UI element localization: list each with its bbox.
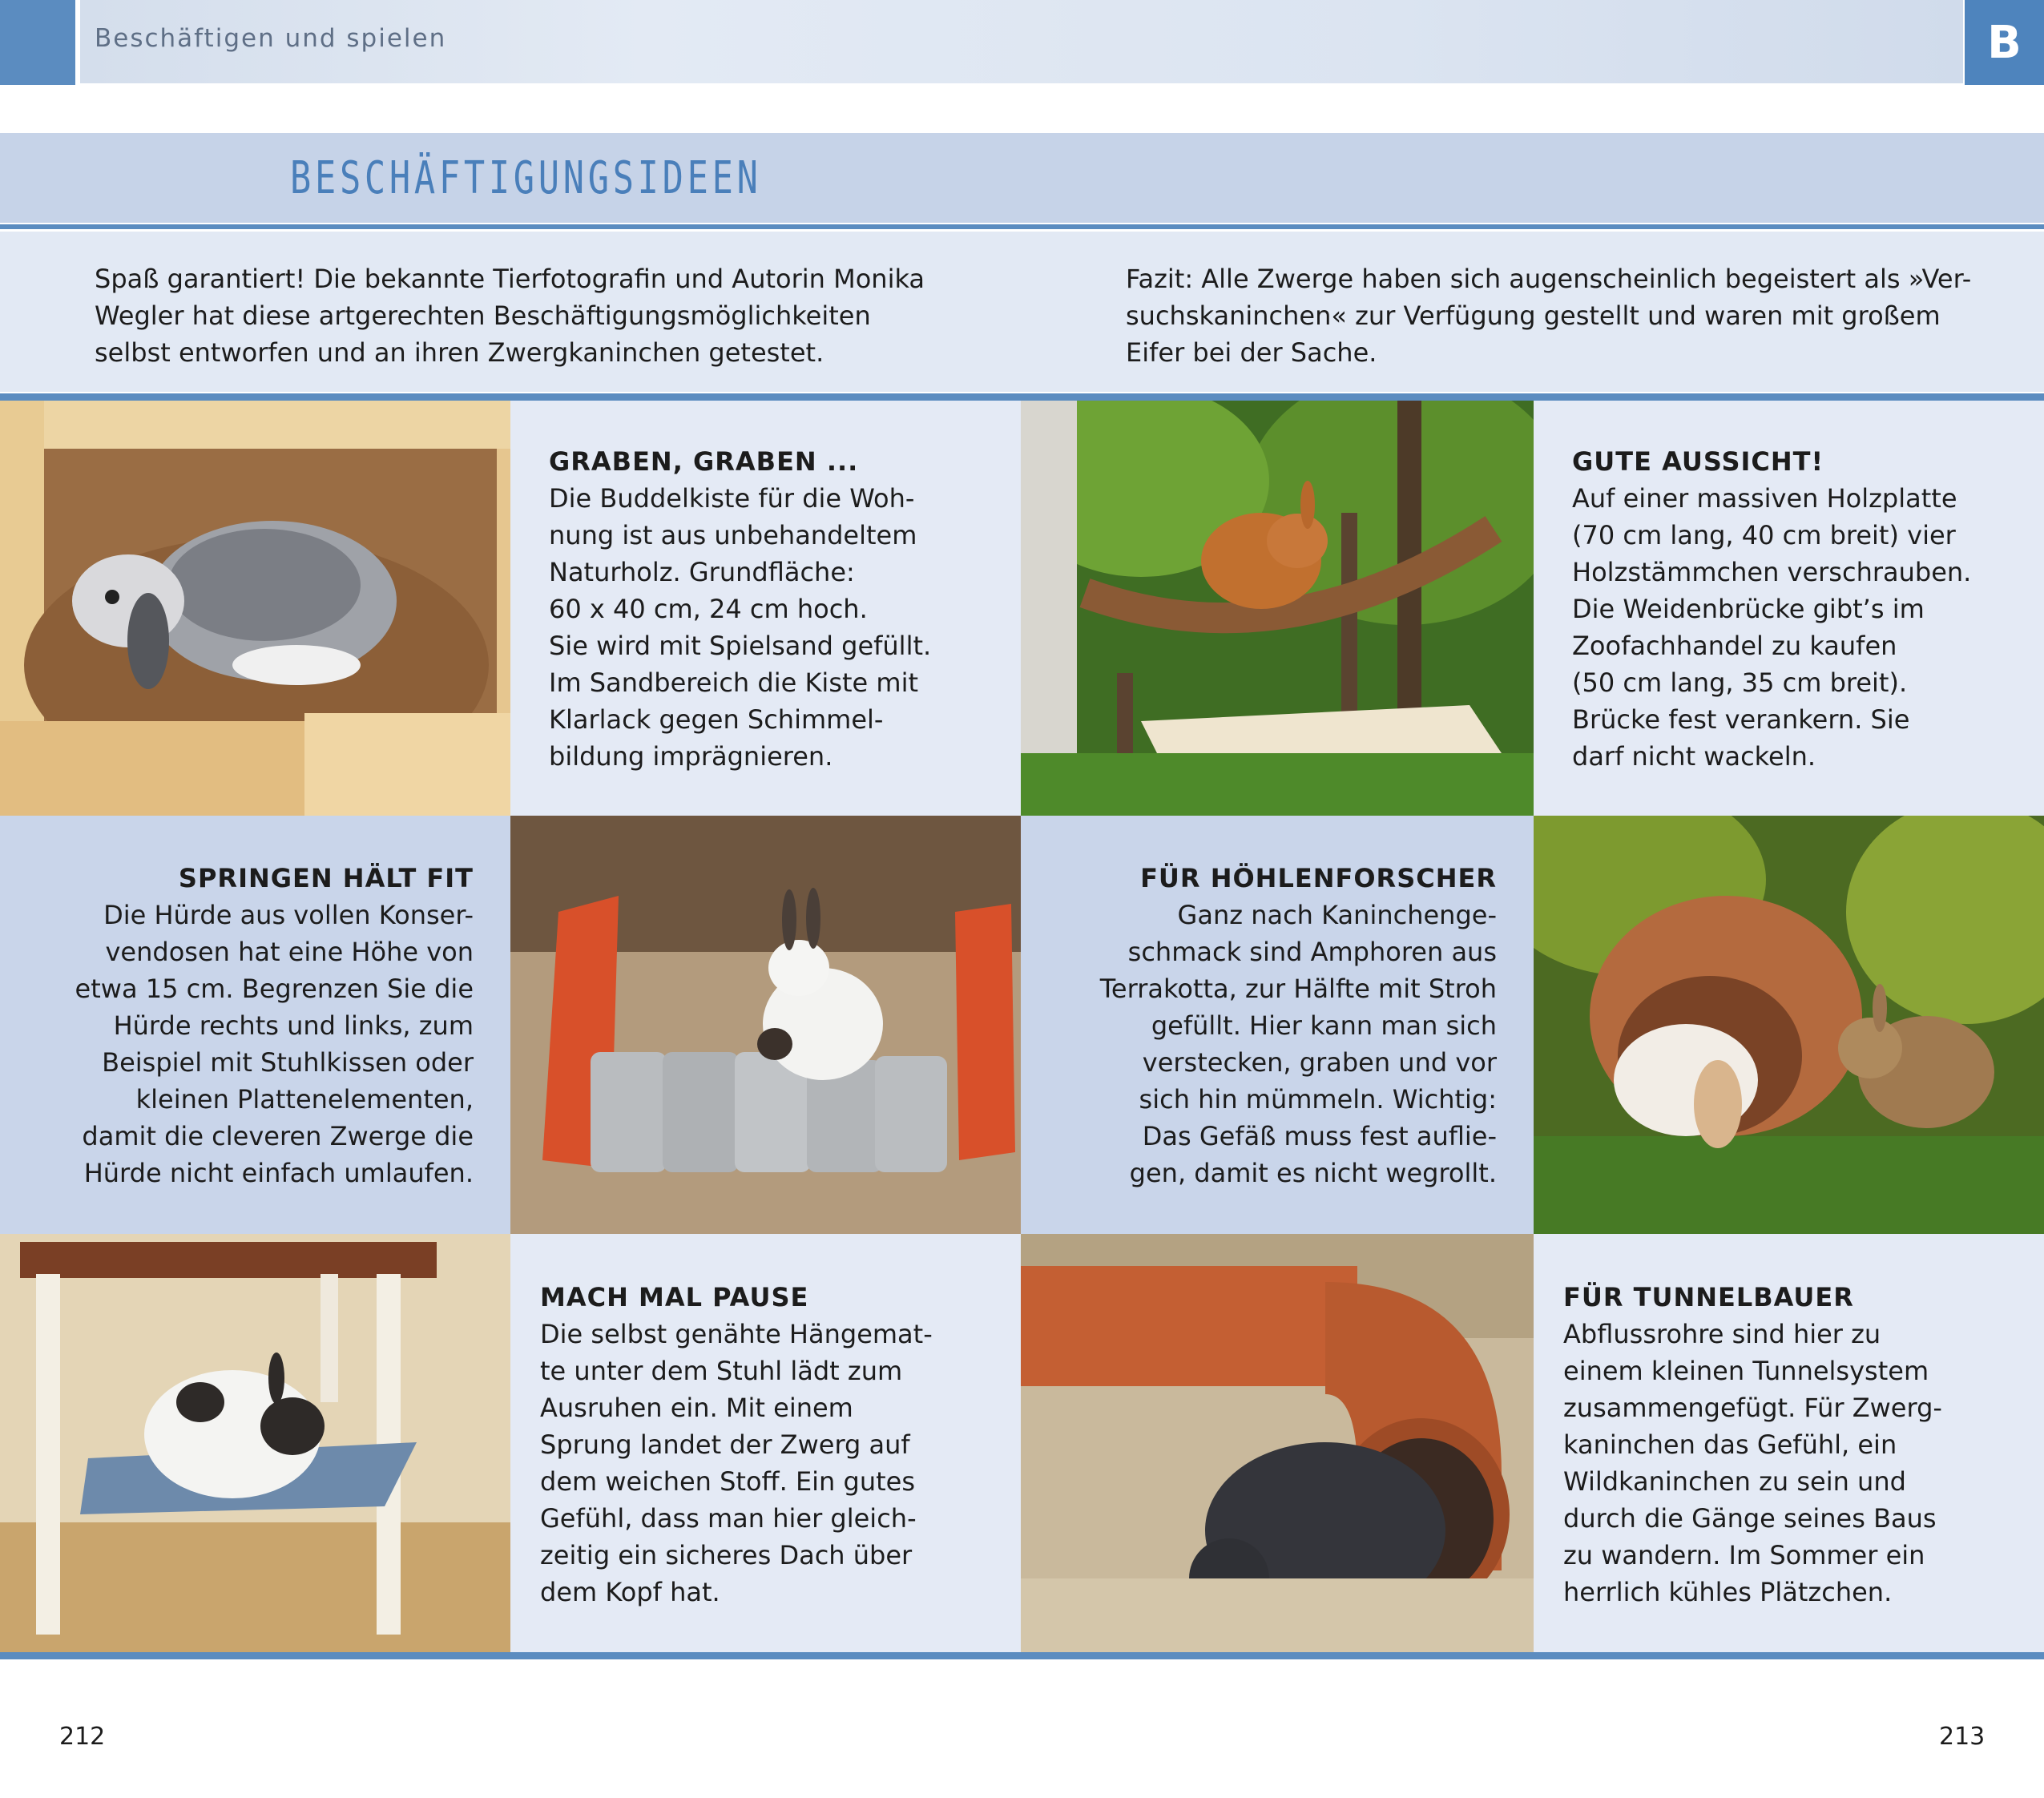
idea-tunnel bbox=[1534, 1234, 2044, 1652]
chapter-tab: B bbox=[1965, 0, 2044, 85]
idea-line: Auf einer massiven Holzplatte bbox=[1572, 483, 1957, 514]
idea-line: etwa 15 cm. Begrenzen Sie die bbox=[75, 974, 474, 1004]
idea-line: dem weichen Stoff. Ein gutes bbox=[540, 1466, 915, 1497]
idea-line: te unter dem Stuhl lädt zum bbox=[540, 1356, 903, 1386]
idea-line: gen, damit es nicht wegrollt. bbox=[1129, 1158, 1497, 1188]
running-header-title: Beschäftigen und spielen bbox=[95, 24, 447, 53]
idea-line: Zoofachhandel zu kaufen bbox=[1572, 631, 1897, 661]
idea-line: Die selbst genähte Hängemat- bbox=[540, 1319, 933, 1349]
running-header-left-tab bbox=[0, 0, 75, 85]
idea-line: vendosen hat eine Höhe von bbox=[105, 937, 474, 967]
idea-line: nung ist aus unbehandeltem bbox=[549, 520, 917, 550]
idea-line: zusammengefügt. Für Zwerg- bbox=[1563, 1393, 1942, 1423]
idea-line: Brücke fest verankern. Sie bbox=[1572, 704, 1910, 735]
idea-title: SPRINGEN HÄLT FIT bbox=[178, 863, 474, 893]
section-heading: BESCHÄFTIGUNGSIDEEN bbox=[290, 152, 762, 204]
intro-line: Wegler hat diese artgerechten Beschäftigungsmöglichkeiten bbox=[95, 300, 871, 331]
intro-right bbox=[1126, 260, 2007, 371]
idea-line: kaninchen das Gefühl, ein bbox=[1563, 1429, 1897, 1460]
idea-title: GRABEN, GRABEN ... bbox=[549, 446, 859, 477]
idea-line: Das Gefäß muss fest auflie- bbox=[1142, 1121, 1497, 1151]
idea-line: durch die Gänge seines Baus bbox=[1563, 1503, 1937, 1534]
idea-line: Ausruhen ein. Mit einem bbox=[540, 1393, 853, 1423]
idea-line: damit die cleveren Zwerge die bbox=[82, 1121, 474, 1151]
page-number-left: 212 bbox=[59, 1723, 106, 1751]
page-number-right: 213 bbox=[1939, 1723, 1986, 1751]
idea-title: MACH MAL PAUSE bbox=[540, 1282, 809, 1312]
idea-line: Klarlack gegen Schimmel- bbox=[549, 704, 884, 735]
photo-bridge-rabbit bbox=[1021, 401, 1534, 816]
photo-hurdle-rabbit bbox=[510, 816, 1021, 1234]
idea-line: bildung imprägnieren. bbox=[549, 741, 833, 772]
idea-line: Gefühl, dass man hier gleich- bbox=[540, 1503, 917, 1534]
idea-line: Die Buddelkiste für die Woh- bbox=[549, 483, 915, 514]
idea-line: Naturholz. Grundfläche: bbox=[549, 557, 855, 587]
photo-sandbox-rabbit bbox=[0, 401, 510, 816]
idea-line: Sprung landet der Zwerg auf bbox=[540, 1429, 910, 1460]
idea-line: Die Weidenbrücke gibt’s im bbox=[1572, 594, 1925, 624]
idea-line: Holzstämmchen verschrauben. bbox=[1572, 557, 1972, 587]
photo-pipe-rabbit bbox=[1021, 1234, 1534, 1652]
idea-line: Ganz nach Kaninchenge- bbox=[1177, 900, 1497, 930]
idea-line: gefüllt. Hier kann man sich bbox=[1151, 1010, 1497, 1041]
idea-title: FÜR HÖHLENFORSCHER bbox=[1140, 863, 1497, 893]
idea-line: darf nicht wackeln. bbox=[1572, 741, 1816, 772]
idea-line: Die Hürde aus vollen Konser- bbox=[103, 900, 474, 930]
idea-hoehlen bbox=[1021, 816, 1534, 1234]
intro-line: Eifer bei der Sache. bbox=[1126, 337, 1377, 368]
idea-title: FÜR TUNNELBAUER bbox=[1563, 1282, 1854, 1312]
idea-line: herrlich kühles Plätzchen. bbox=[1563, 1577, 1893, 1607]
idea-line: zu wandern. Im Sommer ein bbox=[1563, 1540, 1925, 1570]
idea-line: zeitig ein sicheres Dach über bbox=[540, 1540, 913, 1570]
idea-title: GUTE AUSSICHT! bbox=[1572, 446, 1824, 477]
intro-left bbox=[95, 260, 1056, 371]
idea-line: sich hin mümmeln. Wichtig: bbox=[1139, 1084, 1497, 1115]
idea-line: Terrakotta, zur Hälfte mit Stroh bbox=[1099, 974, 1497, 1004]
idea-line: Im Sandbereich die Kiste mit bbox=[549, 667, 918, 698]
idea-line: Hürde nicht einfach umlaufen. bbox=[83, 1158, 474, 1188]
intro-line: selbst entworfen und an ihren Zwergkaninchen getestet. bbox=[95, 337, 824, 368]
bottom-divider bbox=[0, 1652, 2044, 1659]
idea-line: (50 cm lang, 35 cm breit). bbox=[1572, 667, 1908, 698]
idea-pause bbox=[510, 1234, 1021, 1652]
photo-amphora-rabbits bbox=[1534, 816, 2044, 1234]
intro-line: suchskaninchen« zur Verfügung gestellt und waren mit großem bbox=[1126, 300, 1941, 331]
idea-line: Hürde rechts und links, zum bbox=[113, 1010, 474, 1041]
idea-line: Sie wird mit Spielsand gefüllt. bbox=[549, 631, 932, 661]
idea-aussicht bbox=[1534, 401, 2044, 816]
idea-line: Abflussrohre sind hier zu bbox=[1563, 1319, 1881, 1349]
idea-springen bbox=[0, 816, 510, 1234]
idea-line: 60 x 40 cm, 24 cm hoch. bbox=[549, 594, 868, 624]
intro-line: Fazit: Alle Zwerge haben sich augenscheinlich begeistert als »Ver- bbox=[1126, 264, 1972, 294]
idea-line: einem kleinen Tunnelsystem bbox=[1563, 1356, 1929, 1386]
intro-divider bbox=[0, 393, 2044, 401]
idea-graben bbox=[510, 401, 1021, 816]
idea-line: verstecken, graben und vor bbox=[1142, 1047, 1497, 1078]
idea-line: (70 cm lang, 40 cm breit) vier bbox=[1572, 520, 1956, 550]
idea-line: dem Kopf hat. bbox=[540, 1577, 720, 1607]
intro-line: Spaß garantiert! Die bekannte Tierfotografin und Autorin Monika bbox=[95, 264, 925, 294]
photo-hammock-rabbit bbox=[0, 1234, 510, 1652]
idea-line: Beispiel mit Stuhlkissen oder bbox=[102, 1047, 474, 1078]
idea-line: Wildkaninchen zu sein und bbox=[1563, 1466, 1906, 1497]
idea-line: schmack sind Amphoren aus bbox=[1127, 937, 1497, 967]
idea-line: kleinen Plattenelementen, bbox=[135, 1084, 474, 1115]
